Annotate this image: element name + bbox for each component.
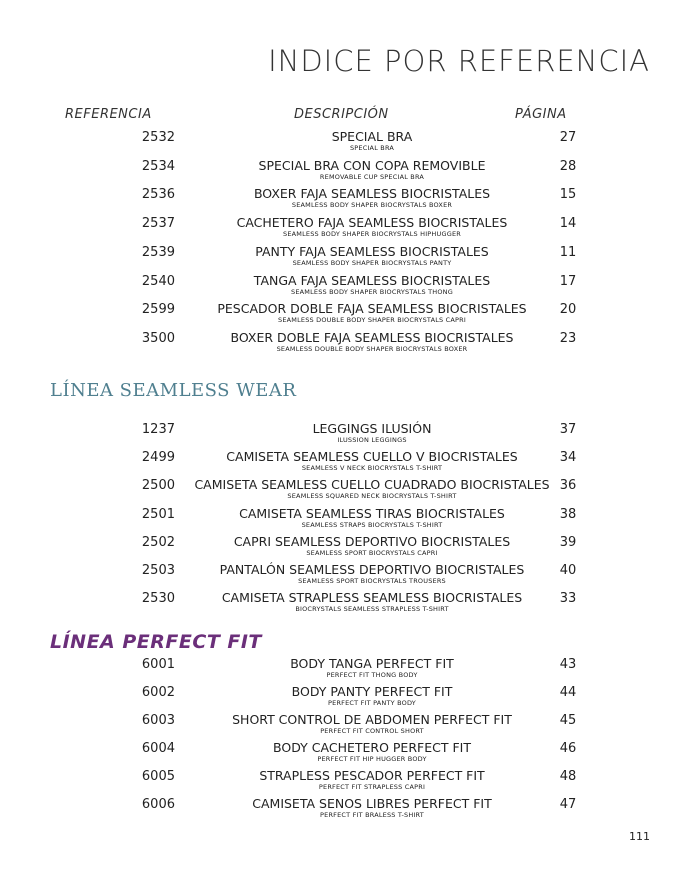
index-row <box>0 422 700 450</box>
page-ref: 17 <box>559 273 577 289</box>
description-english: PERFECT FIT THONG BODY <box>326 671 418 679</box>
description: LEGGINGS ILUSIÓN <box>312 421 432 436</box>
reference-number: 6005 <box>141 769 175 784</box>
reference-number: 2539 <box>141 244 175 260</box>
description-english: PERFECT FIT BRALESS T-SHIRT <box>320 811 424 819</box>
index-row <box>0 507 700 535</box>
description-english: SEAMLESS SQUARED NECK BIOCRYSTALS T-SHIRT <box>287 492 457 501</box>
page-ref: 15 <box>559 187 577 203</box>
page-ref: 20 <box>559 302 577 318</box>
description-english: SEAMLESS BODY SHAPER BIOCRYSTALS THONG <box>291 287 453 296</box>
description: CAMISETA SEAMLESS TIRAS BIOCRISTALES <box>239 505 505 521</box>
page-ref: 39 <box>559 534 577 550</box>
reference-number: 2503 <box>141 563 175 578</box>
page-ref: 38 <box>559 506 577 522</box>
reference-number: 2537 <box>141 216 175 232</box>
section-title-perfect-fit: LÍNEA PERFECT FIT <box>50 631 262 653</box>
reference-number: 2536 <box>141 187 175 203</box>
description: BOXER DOBLE FAJA SEAMLESS BIOCRISTALES <box>230 329 514 345</box>
description-english: SEAMLESS BODY SHAPER BIOCRYSTALS BOXER <box>291 201 453 210</box>
page-ref: 28 <box>559 158 577 174</box>
index-row <box>0 245 700 273</box>
reference-number: 3500 <box>141 330 175 346</box>
page-ref: 14 <box>559 216 577 232</box>
description-english: PERFECT FIT PANTY BODY <box>328 699 416 707</box>
description-english: SEAMLESS V NECK BIOCRYSTALS T-SHIRT <box>301 464 443 473</box>
reference-number: 2499 <box>141 450 175 466</box>
index-row <box>0 216 700 244</box>
description: BODY PANTY PERFECT FIT <box>291 684 453 699</box>
header-descripcion: DESCRIPCIÓN <box>294 107 389 122</box>
description-english: SEAMLESS BODY SHAPER BIOCRYSTALS PANTY <box>292 258 452 267</box>
reference-number: 2599 <box>141 302 175 318</box>
description: BODY CACHETERO PERFECT FIT <box>273 740 471 755</box>
description: SPECIAL BRA CON COPA REMOVIBLE <box>258 157 486 173</box>
index-row <box>0 797 700 825</box>
reference-number: 2502 <box>141 534 175 550</box>
page-ref: 36 <box>559 478 577 494</box>
page-ref: 44 <box>559 685 577 700</box>
description: CAMISETA SENOS LIBRES PERFECT FIT <box>252 796 492 811</box>
page-title: INDICE POR REFERENCIA <box>268 44 650 78</box>
index-row <box>0 159 700 187</box>
page-ref: 46 <box>559 741 577 756</box>
description: PANTALÓN SEAMLESS DEPORTIVO BIOCRISTALES <box>219 562 525 577</box>
description: BOXER FAJA SEAMLESS BIOCRISTALES <box>253 186 491 202</box>
index-row <box>0 713 700 741</box>
reference-number: 2501 <box>141 506 175 522</box>
page-ref: 45 <box>559 713 577 728</box>
page-ref: 27 <box>559 130 577 145</box>
description: PESCADOR DOBLE FAJA SEAMLESS BIOCRISTALES <box>217 301 527 317</box>
description: SHORT CONTROL DE ABDOMEN PERFECT FIT <box>232 712 512 727</box>
description: CAMISETA SEAMLESS CUELLO CUADRADO BIOCRISTALES <box>194 477 550 493</box>
index-row <box>0 302 700 330</box>
page-ref: 43 <box>559 657 577 672</box>
reference-number: 6001 <box>141 657 175 672</box>
index-row <box>0 130 700 158</box>
page-ref: 37 <box>559 422 577 437</box>
page-ref: 23 <box>559 330 577 346</box>
description: STRAPLESS PESCADOR PERFECT FIT <box>259 768 485 783</box>
index-row <box>0 478 700 506</box>
header-referencia: REFERENCIA <box>65 107 152 122</box>
index-row <box>0 591 700 619</box>
description-english: REMOVABLE CUP SPECIAL BRA <box>319 172 425 181</box>
description-english: PERFECT FIT HIP HUGGER BODY <box>317 755 427 763</box>
index-row <box>0 274 700 302</box>
description: TANGA FAJA SEAMLESS BIOCRISTALES <box>253 272 491 288</box>
index-row <box>0 187 700 215</box>
description: SPECIAL BRA <box>331 129 413 144</box>
description-english: SEAMLESS SPORT BIOCRYSTALS CAPRI <box>306 548 438 557</box>
page-ref: 48 <box>559 769 577 784</box>
description-english: SEAMLESS BODY SHAPER BIOCRYSTALS HIPHUGGER <box>283 230 461 239</box>
index-row <box>0 685 700 713</box>
description-english: PERFECT FIT STRAPLESS CAPRI <box>318 783 426 791</box>
description-english: SPECIAL BRA <box>349 144 395 152</box>
index-row <box>0 563 700 591</box>
index-row <box>0 450 700 478</box>
index-row <box>0 331 700 359</box>
description: CAMISETA SEAMLESS CUELLO V BIOCRISTALES <box>226 449 518 465</box>
index-row <box>0 657 700 685</box>
reference-number: 2500 <box>141 478 175 494</box>
page-ref: 34 <box>559 450 577 466</box>
page-ref: 33 <box>559 591 577 607</box>
reference-number: 2532 <box>141 130 175 145</box>
description: CACHETERO FAJA SEAMLESS BIOCRISTALES <box>236 215 508 231</box>
page-ref: 47 <box>559 797 577 812</box>
section-title-seamless-wear: LÍNEA SEAMLESS WEAR <box>50 380 297 401</box>
index-row <box>0 535 700 563</box>
index-row <box>0 769 700 797</box>
page-number: 111 <box>629 830 650 843</box>
reference-number: 2534 <box>141 158 175 174</box>
description-english: SEAMLESS STRAPS BIOCRYSTALS T-SHIRT <box>301 520 443 529</box>
description-english: ILUSSION LEGGINGS <box>337 436 407 444</box>
description-english: SEAMLESS SPORT BIOCRYSTALS TROUSERS <box>298 577 446 585</box>
reference-number: 2530 <box>141 591 175 607</box>
header-pagina: PÁGINA <box>515 107 567 122</box>
page-ref: 11 <box>559 244 577 260</box>
description: BODY TANGA PERFECT FIT <box>290 656 454 671</box>
reference-number: 6004 <box>141 741 175 756</box>
description-english: PERFECT FIT CONTROL SHORT <box>320 727 424 735</box>
page-ref: 40 <box>559 563 577 578</box>
description: CAMISETA STRAPLESS SEAMLESS BIOCRISTALES <box>221 590 523 606</box>
description-english: SEAMLESS DOUBLE BODY SHAPER BIOCRYSTALS BOXER <box>276 344 468 353</box>
index-row <box>0 741 700 769</box>
description: PANTY FAJA SEAMLESS BIOCRISTALES <box>255 243 489 259</box>
description-english: SEAMLESS DOUBLE BODY SHAPER BIOCRYSTALS CAPRI <box>278 316 466 325</box>
description: CAPRI SEAMLESS DEPORTIVO BIOCRISTALES <box>233 533 511 549</box>
description-english: BIOCRYSTALS SEAMLESS STRAPLESS T-SHIRT <box>295 605 449 614</box>
reference-number: 6006 <box>141 797 175 812</box>
reference-number: 2540 <box>141 273 175 289</box>
reference-number: 6003 <box>141 713 175 728</box>
reference-number: 1237 <box>141 422 175 437</box>
reference-number: 6002 <box>141 685 175 700</box>
